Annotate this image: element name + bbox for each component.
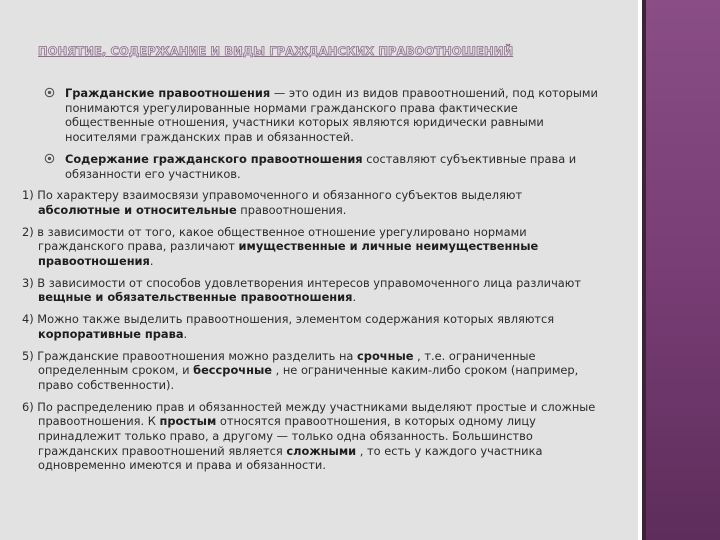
circled-dot-bullet-icon <box>44 87 55 98</box>
item-text: . <box>149 254 154 269</box>
item-term: абсолютные и относительные <box>38 202 237 217</box>
item-term: простым <box>159 414 217 429</box>
numbered-item <box>22 400 600 474</box>
bullet-text: — это один из видов правоотношений, под которыми понимаются урегулированные нормами гражданского права фактические общественные отношения, участники которых являются юридически равными носителями гражданских прав и обязанностей. <box>65 86 598 145</box>
item-term: вещные и обязательственные правоотношения <box>38 290 353 305</box>
bullet-term: Гражданские правоотношения <box>65 86 271 100</box>
item-text: правоотношения. <box>236 202 347 217</box>
item-text: 3) В зависимости от способов удовлетворения интересов управомоченного лица различают <box>22 275 582 290</box>
item-text: 2) в зависимости от того, какое общественное отношение урегулировано нормами гражданского права, различают <box>22 224 527 254</box>
numbered-item <box>22 225 600 269</box>
item-text: . <box>352 290 357 305</box>
item-text: 5) Гражданские правоотношения можно разделить на <box>22 348 358 363</box>
bullet-term: Содержание гражданского правоотношения <box>65 151 363 166</box>
bullet-paragraph <box>44 152 600 181</box>
item-term: корпоративные права <box>38 326 184 341</box>
bullet-paragraph <box>44 86 600 145</box>
circled-dot-bullet-icon <box>44 153 55 164</box>
item-text: 6) По распределению прав и обязанностей между участниками выделяют простые и сложные правоотношения. К <box>22 399 596 429</box>
item-term: сложными <box>286 443 357 458</box>
bullet-text: составляют субъективные права и обязанности его участников. <box>65 151 577 181</box>
item-text: 1) По характеру взаимосвязи управомоченного и обязанного субъектов выделяют <box>22 188 523 203</box>
item-term: срочные <box>357 348 414 363</box>
item-text: , то есть у каждого участника одновременно имеются и права и обязанности. <box>38 443 543 473</box>
item-text: относятся правоотношения, в которых одному лицу принадлежит только право, а другому — только одна обязанность. Большинство гражданских правоотношений является <box>38 414 536 458</box>
numbered-item <box>22 349 600 393</box>
numbered-item <box>22 276 600 305</box>
numbered-item <box>22 312 600 341</box>
item-text: . <box>183 326 188 341</box>
side-panel-decoration <box>646 0 720 540</box>
item-text: 4) Можно также выделить правоотношения, элементом содержания которых являются <box>22 312 555 327</box>
item-text: , не ограниченные каким-либо сроком (например, право собственности). <box>38 363 579 392</box>
numbered-item <box>22 188 600 217</box>
item-term: имущественные и личные неимущественные правоотношения <box>38 239 539 269</box>
slide-content <box>22 86 600 480</box>
slide-title: ПОНЯТИЕ, СОДЕРЖАНИЕ И ВИДЫ ГРАЖДАНСКИХ ПРАВООТНОШЕНИЙ <box>38 44 514 58</box>
item-term: бессрочные <box>193 363 272 378</box>
item-text: , т.е. ограниченные определенным сроком, и <box>38 348 536 378</box>
